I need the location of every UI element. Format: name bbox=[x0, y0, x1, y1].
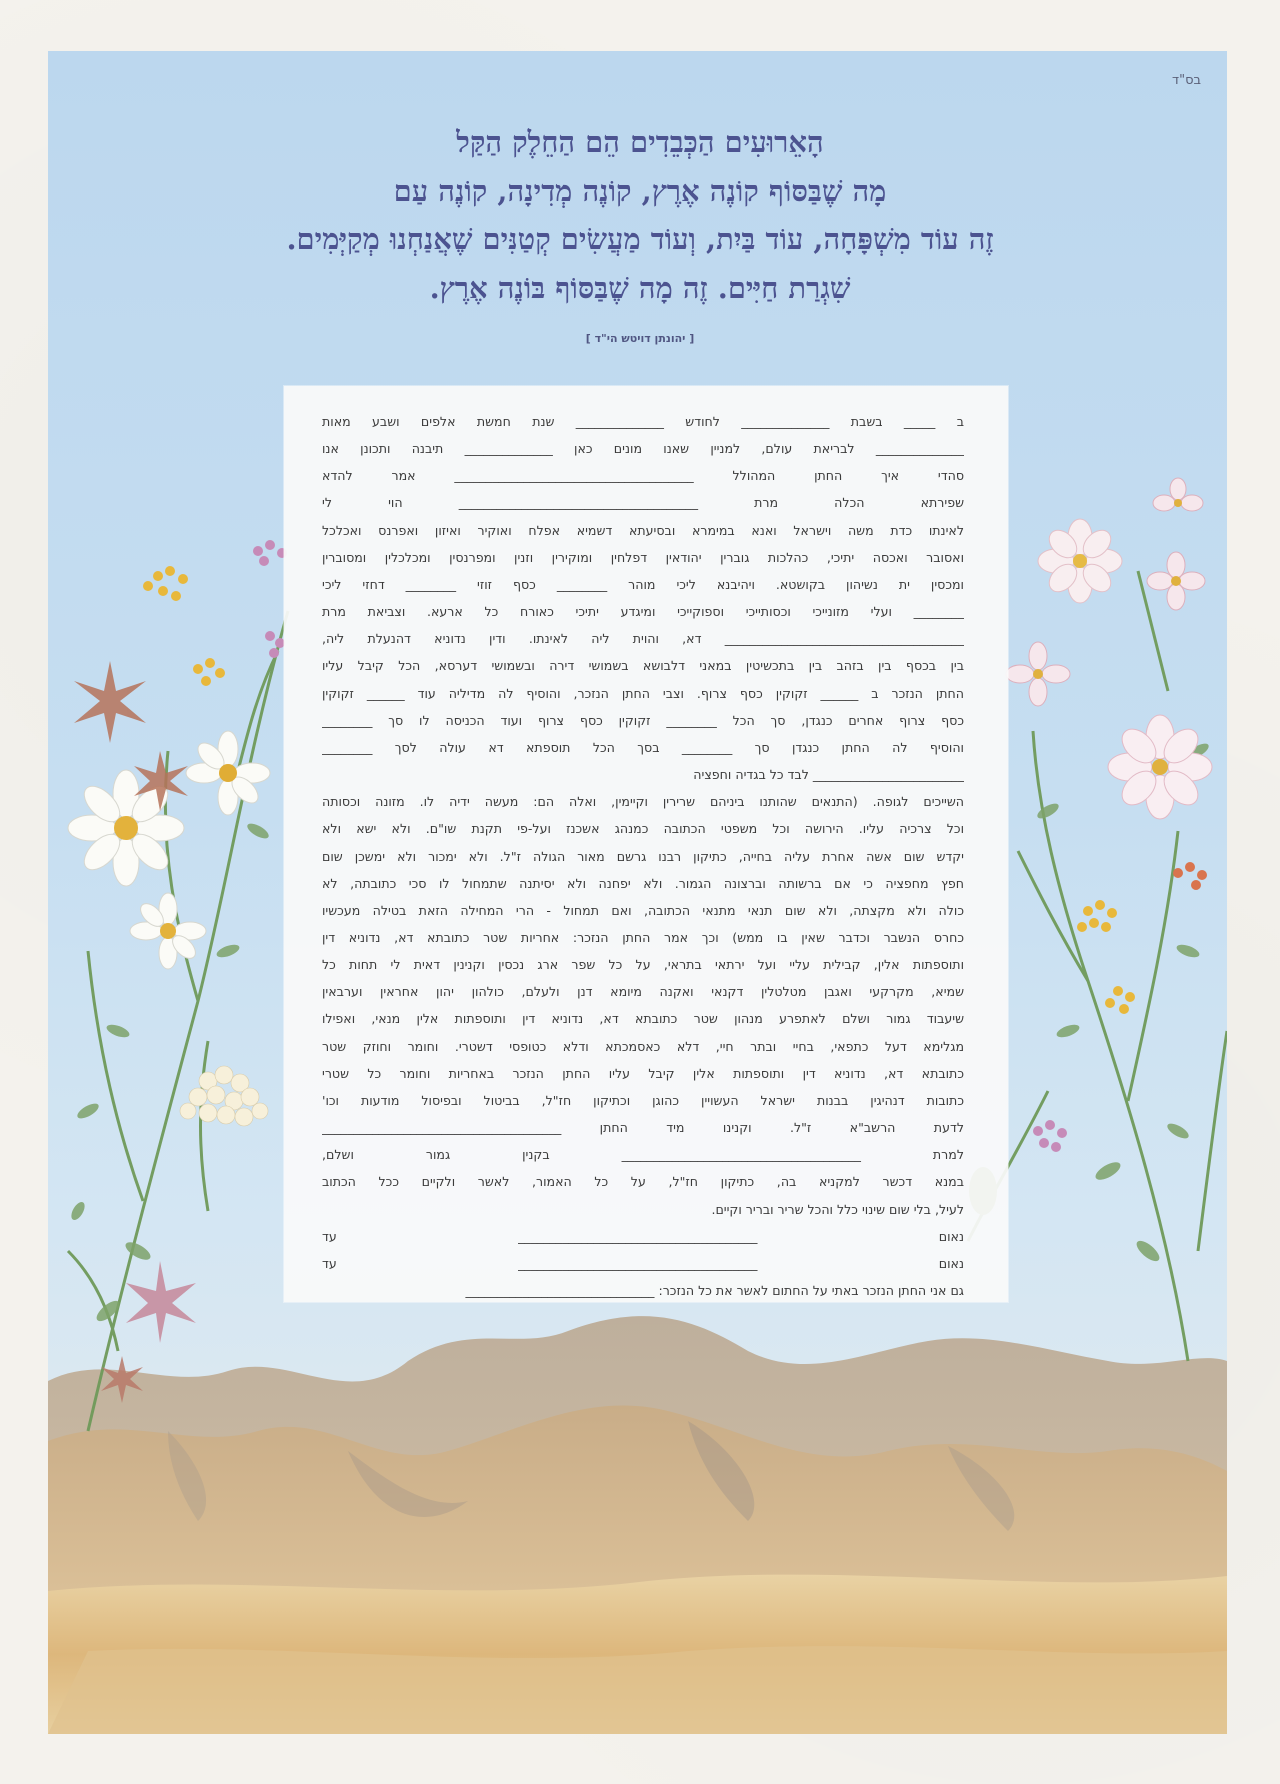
ketubah-line: בין בכסף בין בזהב בין בתכשיטין במאני דלבושא בשמושי דירה ובשמושי דערסא, הכל קיבל עליו bbox=[322, 658, 964, 674]
ketubah-line: למרת ______________________________________ בקנין גמור ושלם, bbox=[322, 1147, 964, 1163]
ketubah-line: נאום ______________________________________ עד bbox=[322, 1255, 964, 1271]
ketubah-line: כסף צרוף אחרים כנגדן, סך הכל ________ זקוקין כסף צרוף ועוד הכניסה לו סך ________ bbox=[322, 712, 964, 728]
ketubah-text bbox=[322, 408, 964, 1304]
verse-attribution: [ יהונתן דויטש הי"ד ] bbox=[585, 332, 695, 345]
ketubah-line: ________ ועלי מזונייכי וכסותייכי וספוקייכי ומיגדע יתיכי כאורח כל ארעא. וצביאת מרת bbox=[322, 604, 964, 620]
ketubah-line: וכל צרכיה עליו. הירושה וכל משפטי הכתובה כמנהג אשכנז ועל-פי תקנת שו"ם. ולא ישא ולא bbox=[322, 821, 964, 837]
ketubah-line: ______________ לבריאת עולם, למניין שאנו מונים כאן ______________ תיבנה ותכונן אנו bbox=[322, 441, 964, 457]
verse-line: שִׁגְרַת חַיִּים. זֶה מָה שֶׁבַּסּוֹף בּוֹנֶה אֶרֶץ. bbox=[429, 270, 851, 305]
ketubah-line: ______________________________________ דא, והוית ליה לאינתו. ודין נדוניא דהנעלת ליה, bbox=[322, 631, 964, 647]
ketubah-line: לאינתו כדת משה וישראל ואנא במימרא ובסיעתא דשמיא אפלח ואוקיר ואיזון ואפרנס ואכלכל bbox=[322, 522, 964, 538]
ketubah-line: לדעת הרשב"א ז"ל. וקנינו מיד החתן ______________________________________ bbox=[322, 1120, 964, 1136]
ketubah-line: ב _____ בשבת ______________ לחודש ______________ שנת חמשת אלפים ושבע מאות bbox=[322, 414, 964, 429]
ketubah-line: כתובות דנהיגין בבנות ישראל העשויין כהוגן וכתיקון חז"ל, בביטול ובפיסול מודעות וכו' bbox=[322, 1092, 964, 1108]
ketubah-line: לעיל, בלי שום שינוי כלל והכל שריר ובריר וקיים. bbox=[711, 1201, 964, 1217]
ketubah-line: ________________________ לבד כל בגדיה וחפציה bbox=[693, 767, 964, 783]
ketubah-line: כתובתא דא, נדוניא דין ותוספתות אלין קיבל עליו החתן הנזכר באחריות וחומר כל שטרי bbox=[322, 1065, 964, 1081]
ketubah-line: יקדש שום אשה אחרת עליה בחייה, כתיקון רבנו גרשם מאור הגולה ז"ל. ולא ימכור ולא ימשכן שום bbox=[322, 848, 964, 864]
verse-block bbox=[230, 118, 1050, 312]
ketubah-line: גם אני החתן הנזכר באתי על החתום לאשר את כל הנזכר: ______________________________ bbox=[465, 1283, 964, 1298]
ketubah-line: במנא דכשר למקניא בה, כתיקון חז"ל, על כל האמור, לאשר ולקיים ככל הכתוב bbox=[322, 1174, 964, 1190]
ketubah-line: שפירתא הכלה מרת ______________________________________ הוי לי bbox=[322, 495, 964, 511]
ketubah-line: כולה ולא מקצתה, ולא שום תנאי מתנאי הכתובה, ואם תמחול - הרי המחילה הזאת בטילה מעכשיו bbox=[322, 902, 964, 918]
verse-line: זֶה עוֹד מִשְׁפָּחָה, עוֹד בַּיִת, וְעוֹד מַעֲשִׂים קְטַנִּים שֶׁאֲנַחְנוּ מְקַיְּמִים. bbox=[286, 222, 994, 256]
verse-line: הָאֵרוּעִים הַכְּבֵדִים הֵם הַחֵלֶק הַקַּל bbox=[456, 125, 824, 159]
ketubah-line: סהדי איך החתן המהולל ______________________________________ אמר להדא bbox=[322, 468, 964, 484]
ketubah-line: חפץ מחפציה כי אם ברשותה וברצונה הגמור. ולא יפחנה ולא יסיתנה שתמחול לו סכי כתובתה, לא bbox=[322, 875, 964, 891]
ketubah-line: מגלימא דעל כתפאי, בחיי ובתר חיי, דלא כאסמכתא ודלא כטופסי דשטרי. וחומר וחוזק שטר bbox=[322, 1038, 964, 1054]
ketubah-line: השייכים לגופה. (התנאים שהותנו ביניהם שרירין וקיימין, ואלה הם: מעשה ידיה לו. מזונה וכסותה bbox=[322, 794, 964, 810]
ketubah-line: שיעבוד גמור ושלם לאתפרע מנהון שטר כתובתא דא, נדוניא דין ותוספתות אלין מנאי, ואפילו bbox=[322, 1011, 964, 1027]
ketubah-line: נאום ______________________________________ עד bbox=[322, 1228, 964, 1244]
ketubah-line: והוסיף לה החתן כנגדן סך ________ בסך הכל תוספתא דא עולה לסך ________ bbox=[322, 739, 964, 755]
bsd-header: בס"ד bbox=[1172, 73, 1202, 88]
ketubah-line: ותוספתות אלין, קבילית עליי ועל ירתאי בתראי, על כל שפר ארג נכסין וקנינין דאית לי תחות כל bbox=[322, 957, 964, 973]
ketubah-line: ומכסין ית נשיהון בקושטא. ויהיבנא ליכי מוהר ________ כסף זוזי ________ דחזי ליכי bbox=[322, 576, 964, 592]
verse-line: מָה שֶׁבַּסּוֹף קוֹנֶה אֶרֶץ, קוֹנֶה מְדִינָה, קוֹנֶה עַם bbox=[393, 173, 887, 208]
ketubah-line: שמיא, מקרקעי ואגבן מטלטלין דקנאי ואקנה מיומא דנן ולעלם, כולהון יהון אחראין וערבאין bbox=[322, 984, 964, 1000]
ketubah-line: ואסובר ואכסה יתיכי, כהלכות גוברין יהודאין דפלחין ומוקירין וזנין ומפרנסין ומכלכלין ומסוברין bbox=[322, 549, 964, 565]
ketubah-line: כחרס הנשבר וכדבר שאין בו ממש) וכך אמר החתן הנזכר: אחריות שטר כתובתא דא, נדוניא דין bbox=[322, 929, 964, 945]
ketubah-line: החתן הנזכר ב ______ זקוקין כסף צרוף. וצבי החתן הנזכר, והוסיף לה מדיליה עוד ______ זקוקין bbox=[322, 685, 964, 701]
